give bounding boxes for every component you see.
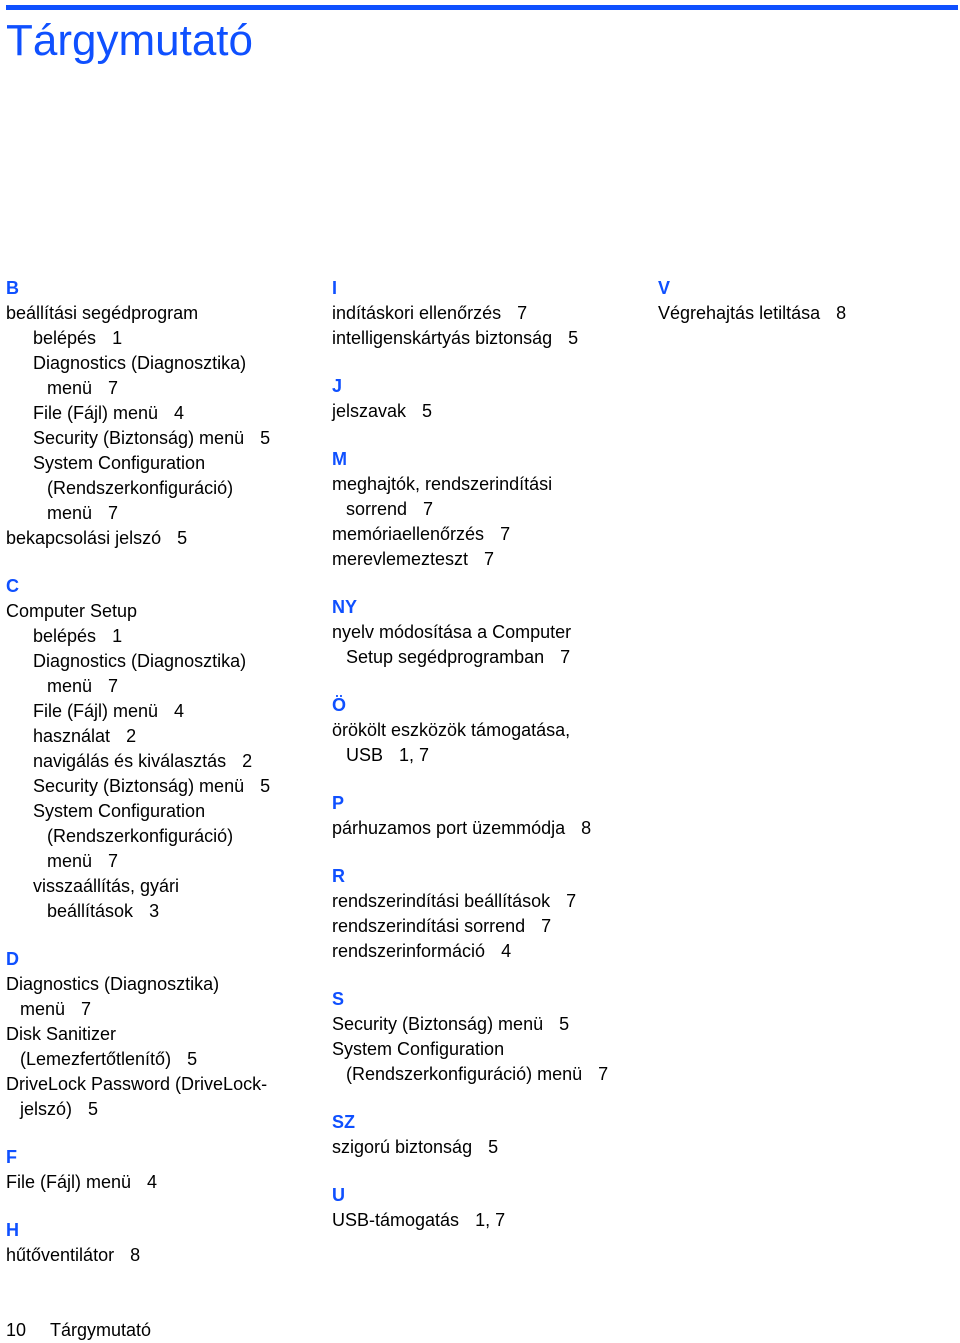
index-page-ref: 2 [126,726,137,746]
index-page-ref: 5 [568,328,579,348]
index-entry-text: rendszerinformáció [332,941,486,961]
index-entry [332,743,652,768]
index-page-ref: 4 [147,1172,158,1192]
index-section [6,1218,326,1268]
index-entry [6,1072,326,1097]
index-entry-text: (Rendszerkonfiguráció) [47,478,234,498]
index-entry-text: szigorú biztonság [332,1137,473,1157]
index-letter-heading: H [6,1220,19,1240]
index-entry [332,645,652,670]
index-entry [6,874,326,899]
index-letter-heading: C [6,576,19,596]
index-entry-text: Diagnostics (Diagnosztika) [33,651,247,671]
index-entry [6,301,326,326]
index-letter-heading: I [332,278,338,298]
index-section [332,791,652,841]
index-page-ref: 5 [260,428,271,448]
index-entry [6,451,326,476]
index-entry-text: menü [47,676,93,696]
index-page-ref: 1, 7 [399,745,430,765]
index-entry [332,1062,652,1087]
index-entry-text: meghajtók, rendszerindítási [332,474,553,494]
index-section [658,276,960,326]
index-section [332,276,652,351]
index-entry-text: memóriaellenőrzés [332,524,485,544]
index-entry-text: beállítási segédprogram [6,303,199,323]
index-entry [332,1135,652,1160]
index-entry [6,997,326,1022]
index-letter-heading: NY [332,597,358,617]
footer-page-number: 10 [6,1320,27,1340]
index-entry-text: hűtőventilátor [6,1245,115,1265]
index-page-ref: 7 [484,549,495,569]
index-entry [332,889,652,914]
index-section [6,574,326,924]
index-entry [332,399,652,424]
index-entry [658,301,960,326]
index-entry [6,326,326,351]
index-entry [332,718,652,743]
index-page-ref: 7 [566,891,577,911]
index-page-ref: 7 [517,303,528,323]
index-entry [6,749,326,774]
index-column-2 [332,276,652,1233]
index-entry-text: menü [47,378,93,398]
index-entry-text: beállítások [47,901,134,921]
index-entry-text: System Configuration [33,801,206,821]
index-letter-heading: U [332,1185,345,1205]
index-entry-text: rendszerindítási beállítások [332,891,551,911]
index-page-ref: 7 [423,499,434,519]
page-title: Tárgymutató [6,16,253,65]
index-page-ref: 1, 7 [475,1210,506,1230]
index-page-ref: 8 [581,818,592,838]
index-entry-text: Security (Biztonság) menü [332,1014,544,1034]
index-entry-text: rendszerindítási sorrend [332,916,526,936]
index-entry-text: jelszavak [332,401,407,421]
index-page-ref: 7 [108,676,119,696]
index-section [332,693,652,768]
index-entry [6,774,326,799]
index-entry-text: (Rendszerkonfiguráció) [47,826,234,846]
index-letter-heading: M [332,449,347,469]
index-entry [6,674,326,699]
index-entry [6,899,326,924]
index-page-ref: 3 [149,901,160,921]
index-section [332,595,652,670]
index-page-ref: 5 [177,528,188,548]
index-entry-text: navigálás és kiválasztás [33,751,227,771]
index-entry-text: Diagnostics (Diagnosztika) [33,353,247,373]
index-section [332,987,652,1087]
index-entry-text: Diagnostics (Diagnosztika) [6,974,220,994]
index-page-ref: 4 [174,403,185,423]
index-column-1 [6,276,326,1268]
index-letter-heading: J [332,376,343,396]
index-entry [6,376,326,401]
index-section [332,447,652,572]
index-entry-text: USB [346,745,384,765]
index-page-ref: 7 [500,524,511,544]
index-entry [6,849,326,874]
index-entry [332,816,652,841]
index-entry [6,972,326,997]
page-footer [6,1318,151,1343]
index-entry-text: merevlemezteszt [332,549,469,569]
index-letter-heading: D [6,949,19,969]
index-page-ref: 7 [108,378,119,398]
index-entry [332,472,652,497]
index-entry [6,824,326,849]
index-entry-text: nyelv módosítása a Computer [332,622,572,642]
index-letter-heading: P [332,793,345,813]
index-page-ref: 1 [112,626,123,646]
index-section [332,374,652,424]
index-entry [6,526,326,551]
index-entry [332,914,652,939]
index-entry [6,1022,326,1047]
index-page-ref: 5 [488,1137,499,1157]
index-page-ref: 2 [242,751,253,771]
index-entry-text: Security (Biztonság) menü [33,428,245,448]
index-page-ref: 1 [112,328,123,348]
index-entry-text: sorrend [346,499,408,519]
top-rule [6,5,958,10]
index-entry-text: DriveLock Password (DriveLock- [6,1074,268,1094]
index-section [6,1145,326,1195]
index-page-ref: 7 [108,851,119,871]
index-page-ref: 8 [130,1245,141,1265]
index-entry [6,351,326,376]
index-entry-text: visszaállítás, gyári [33,876,180,896]
index-entry-text: Disk Sanitizer [6,1024,117,1044]
index-entry [332,620,652,645]
index-entry-text: (Lemezfertőtlenítő) [20,1049,172,1069]
index-page-ref: 7 [108,503,119,523]
index-entry [332,939,652,964]
index-column-3 [658,276,960,326]
index-page-ref: 5 [422,401,433,421]
index-entry-text: menü [47,503,93,523]
index-entry [6,1047,326,1072]
index-entry-text: File (Fájl) menü [33,701,159,721]
index-entry-text: párhuzamos port üzemmódja [332,818,566,838]
index-entry-text: (Rendszerkonfiguráció) menü [346,1064,583,1084]
index-letter-heading: V [658,278,671,298]
index-entry [6,501,326,526]
index-entry [332,522,652,547]
index-section [6,947,326,1122]
index-page-ref: 7 [81,999,92,1019]
index-entry-text: File (Fájl) menü [33,403,159,423]
index-entry [332,301,652,326]
index-entry [332,547,652,572]
index-section [332,1110,652,1160]
index-entry [6,401,326,426]
index-entry [6,799,326,824]
index-page-ref: 4 [501,941,512,961]
index-letter-heading: S [332,989,345,1009]
index-letter-heading: B [6,278,19,298]
index-entry-text: belépés [33,626,97,646]
index-entry [6,1243,326,1268]
index-page-ref: 5 [88,1099,99,1119]
index-page-ref: 5 [559,1014,570,1034]
index-entry [332,497,652,522]
index-entry-text: menü [20,999,66,1019]
index-entry-text: menü [47,851,93,871]
index-page-ref: 7 [541,916,552,936]
index-letter-heading: Ö [332,695,347,715]
index-entry [6,426,326,451]
index-entry-text: File (Fájl) menü [6,1172,132,1192]
index-entry-text: System Configuration [332,1039,505,1059]
index-letter-heading: SZ [332,1112,356,1132]
index-entry [6,624,326,649]
index-letter-heading: R [332,866,345,886]
footer-label: Tárgymutató [50,1320,152,1340]
index-entry [332,326,652,351]
index-page-ref: 8 [836,303,847,323]
index-section [332,1183,652,1233]
index-entry [6,1170,326,1195]
index-entry [6,599,326,624]
index-entry-text: Setup segédprogramban [346,647,545,667]
index-entry-text: belépés [33,328,97,348]
index-entry [6,699,326,724]
index-entry-text: USB-támogatás [332,1210,460,1230]
index-page-ref: 5 [187,1049,198,1069]
index-page-ref: 4 [174,701,185,721]
index-entry [332,1012,652,1037]
index-entry [332,1208,652,1233]
index-entry [6,649,326,674]
index-page-ref: 7 [560,647,571,667]
index-entry [6,476,326,501]
index-entry-text: használat [33,726,111,746]
index-section [332,864,652,964]
index-entry [6,1097,326,1122]
index-letter-heading: F [6,1147,17,1167]
index-page-ref: 5 [260,776,271,796]
index-entry-text: System Configuration [33,453,206,473]
index-entry-text: jelszó) [20,1099,73,1119]
index-entry-text: Végrehajtás letiltása [658,303,821,323]
index-entry [332,1037,652,1062]
index-entry-text: Computer Setup [6,601,138,621]
index-entry-text: örökölt eszközök támogatása, [332,720,571,740]
index-entry-text: bekapcsolási jelszó [6,528,162,548]
index-section [6,276,326,551]
index-page-ref: 7 [598,1064,609,1084]
index-entry-text: indításkori ellenőrzés [332,303,502,323]
index-entry-text: Security (Biztonság) menü [33,776,245,796]
index-entry [6,724,326,749]
index-entry-text: intelligenskártyás biztonság [332,328,553,348]
